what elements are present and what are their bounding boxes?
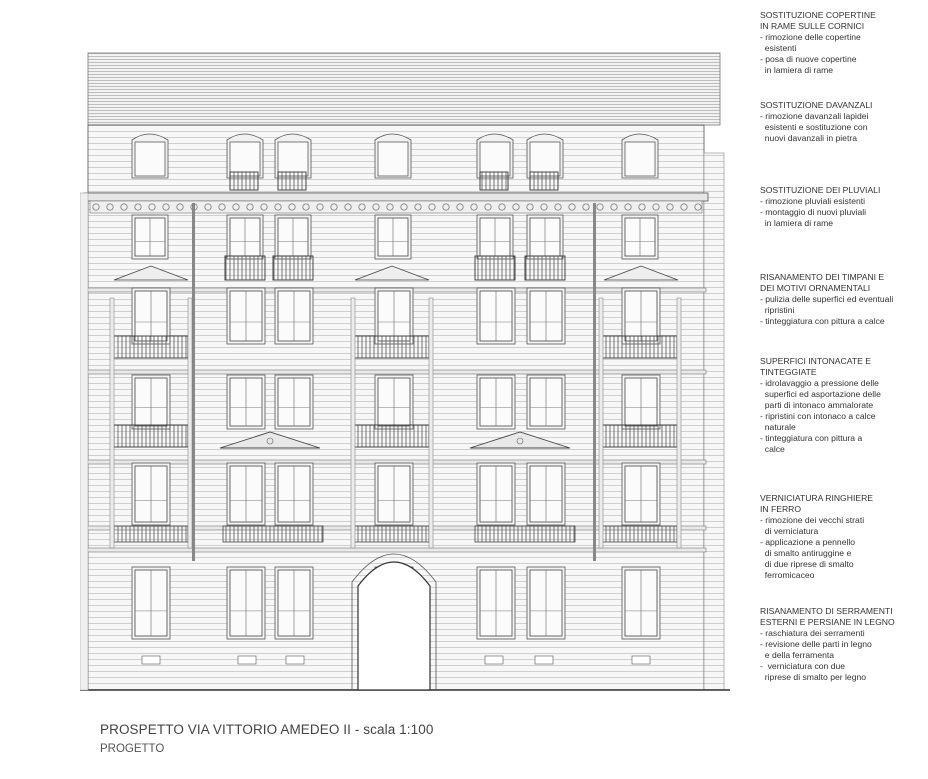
note-heading <box>760 493 925 515</box>
pilaster <box>351 298 355 548</box>
note-heading-line: VERNICIATURA RINGHIERE <box>760 493 874 503</box>
note-block <box>760 272 925 327</box>
note-heading <box>760 272 925 294</box>
note-items <box>760 628 925 683</box>
note-item-line: - tinteggiatura con pittura a calce <box>760 316 885 326</box>
note-item-line: naturale <box>760 422 796 432</box>
note-item-line: - rimozione delle copertine <box>760 32 861 42</box>
attic-window <box>480 142 510 176</box>
note-heading-line: SOSTITUZIONE DEI PLUVIALI <box>760 185 881 195</box>
vent-grille <box>286 656 304 664</box>
pilaster <box>429 298 433 548</box>
note-heading-line: RISANAMENTO DI SERRAMENTI <box>760 606 893 616</box>
attic-window <box>530 142 560 176</box>
note-heading <box>760 100 925 111</box>
note-block <box>760 100 925 144</box>
note-block <box>760 606 925 683</box>
note-heading <box>760 10 925 32</box>
left-edge <box>80 193 88 690</box>
balustrade <box>601 526 677 542</box>
vent-grille <box>632 656 650 664</box>
balcony-railing <box>525 256 565 280</box>
note-item-line: - ripristini con intonaco a calce <box>760 411 876 421</box>
entrance-arch <box>358 562 430 690</box>
balcony-railing <box>353 425 429 447</box>
note-heading-line: SUPERFICI INTONACATE E <box>760 356 871 366</box>
cornice <box>84 193 708 201</box>
note-block <box>760 493 925 581</box>
balcony-railing <box>278 172 306 190</box>
note-items <box>760 294 925 327</box>
pilaster <box>599 298 603 548</box>
balcony-railing <box>230 172 258 190</box>
string-course <box>86 548 706 552</box>
facade-elevation-drawing <box>80 48 730 693</box>
note-items <box>760 196 925 229</box>
note-item-line: di smalto antiruggine e <box>760 548 852 558</box>
pilaster <box>677 298 681 548</box>
adjacent-building <box>704 153 724 690</box>
balcony-railing <box>530 172 558 190</box>
attic-window <box>625 142 655 176</box>
pilaster <box>188 298 192 548</box>
downpipe <box>192 203 195 561</box>
vent-grille <box>238 656 256 664</box>
note-item-line: in lamiera di rame <box>760 65 834 75</box>
balcony-railing <box>273 256 313 280</box>
note-item-line: di due riprese di smalto <box>760 559 854 569</box>
note-heading-line: IN FERRO <box>760 504 802 514</box>
balcony-railing <box>353 336 429 358</box>
note-item-line: - revisione delle parti in legno <box>760 639 872 649</box>
note-item-line: ripristini <box>760 305 795 315</box>
balcony-railing <box>475 256 515 280</box>
attic-window <box>378 142 408 176</box>
note-item-line: esistenti <box>760 43 797 53</box>
note-heading <box>760 356 925 378</box>
note-heading <box>760 185 925 196</box>
note-heading-line: DEI MOTIVI ORNAMENTALI <box>760 283 871 293</box>
balcony-railing <box>601 425 677 447</box>
note-heading-line: ESTERNI E PERSIANE IN LEGNO <box>760 617 895 627</box>
facade-group <box>80 53 730 690</box>
balustrade <box>223 526 323 542</box>
balustrade <box>475 526 575 542</box>
note-items <box>760 32 925 76</box>
note-block <box>760 185 925 229</box>
note-item-line: - pulizia delle superfici ed eventuali <box>760 294 894 304</box>
drawing-title: PROSPETTO VIA VITTORIO AMEDEO II - scala 1:100 <box>100 722 434 737</box>
note-item-line: - rimozione davanzali lapidei <box>760 111 869 121</box>
note-item-line: - tinteggiatura con pittura a <box>760 433 863 443</box>
note-item-line: in lamiera di rame <box>760 218 834 228</box>
note-items <box>760 378 925 455</box>
note-item-line: - rimozione pluviali esistenti <box>760 196 866 206</box>
note-heading-line: RISANAMENTO DEI TIMPANI E <box>760 272 885 282</box>
intervention-notes <box>760 10 925 690</box>
note-item-line: - applicazione a pennello <box>760 537 856 547</box>
note-heading-line: SOSTITUZIONE DAVANZALI <box>760 100 873 110</box>
note-items <box>760 515 925 581</box>
drawing-caption <box>100 722 433 755</box>
pilaster <box>110 298 114 548</box>
note-item-line: - posa di nuove copertine <box>760 54 857 64</box>
note-item-line: - raschiatura dei serramenti <box>760 628 865 638</box>
note-heading-line: IN RAME SULLE CORNICI <box>760 21 865 31</box>
note-item-line: - rimozione dei vecchi strati <box>760 515 865 525</box>
note-item-line: calce <box>760 444 785 454</box>
roof <box>88 53 720 125</box>
note-item-line: di verniciatura <box>760 526 819 536</box>
note-item-line: e della ferramenta <box>760 650 835 660</box>
note-item-line: - montaggio di nuovi pluviali <box>760 207 867 217</box>
vent-grille <box>142 656 160 664</box>
attic-window <box>278 142 308 176</box>
string-course <box>86 370 706 374</box>
note-item-line: nuovi davanzali in pietra <box>760 133 857 143</box>
note-item-line: - verniciatura con due <box>760 661 846 671</box>
note-heading <box>760 606 925 628</box>
note-heading-line: SOSTITUZIONE COPERTINE <box>760 10 876 20</box>
note-block <box>760 356 925 455</box>
balcony-railing <box>480 172 508 190</box>
note-items <box>760 111 925 144</box>
note-item-line: superfici ed asportazione delle <box>760 389 881 399</box>
downpipe <box>593 203 596 561</box>
balcony-railing <box>225 256 265 280</box>
drawing-subtitle: PROGETTO <box>100 743 165 755</box>
note-heading-line: TINTEGGIATE <box>760 367 817 377</box>
note-block <box>760 10 925 76</box>
note-item-line: parti di intonaco ammalorate <box>760 400 874 410</box>
balustrade <box>112 526 188 542</box>
note-item-line: ferromicaceo <box>760 570 815 580</box>
frieze-band <box>90 201 702 213</box>
vent-grille <box>535 656 553 664</box>
balustrade <box>353 526 429 542</box>
attic-window <box>135 142 165 176</box>
balcony-railing <box>601 336 677 358</box>
balcony-railing <box>112 425 188 447</box>
note-item-line: - idrolavaggio a pressione delle <box>760 378 879 388</box>
note-item-line: esistenti e sostituzione con <box>760 122 868 132</box>
balcony-railing <box>112 336 188 358</box>
vent-grille <box>485 656 503 664</box>
attic-window <box>230 142 260 176</box>
note-item-line: riprese di smalto per legno <box>760 672 867 682</box>
